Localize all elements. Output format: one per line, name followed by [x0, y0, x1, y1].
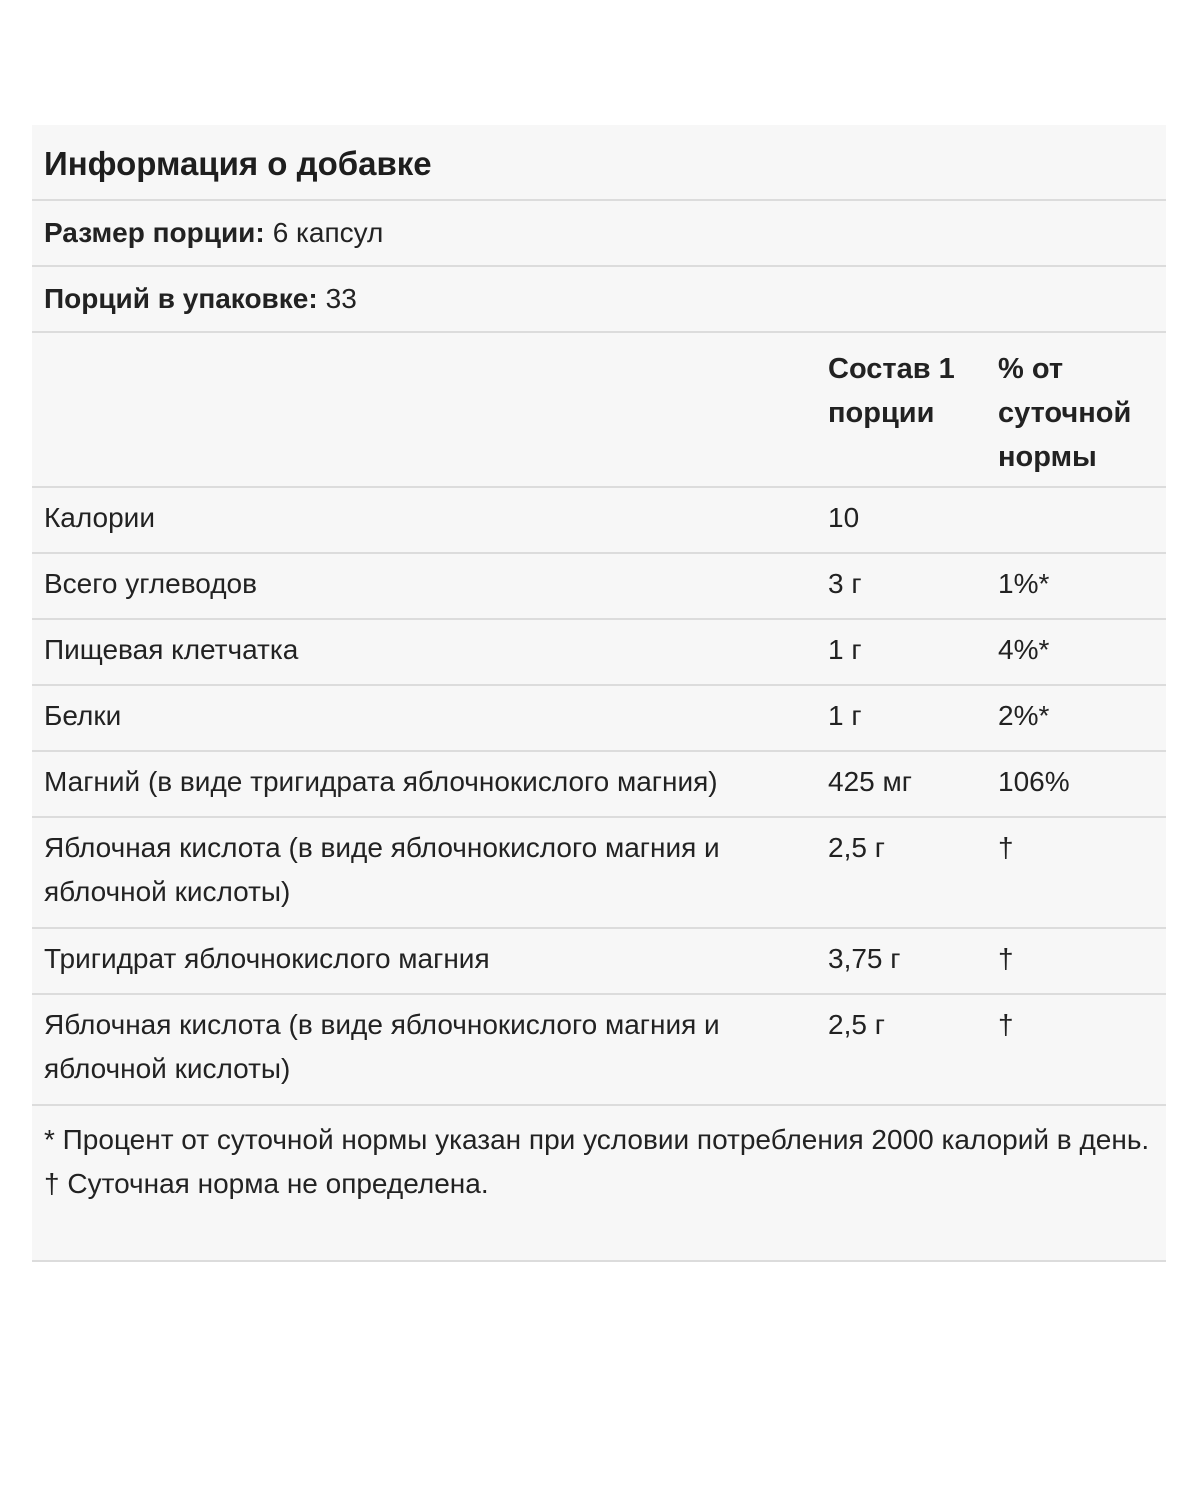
nutrient-amount: 3,75 г: [828, 943, 901, 974]
nutrient-amount: 2,5 г: [828, 832, 885, 863]
table-row: [32, 686, 1166, 752]
table-row: [32, 488, 1166, 554]
table-row: [32, 620, 1166, 686]
nutrient-daily-value: 106%: [998, 766, 1070, 797]
nutrient-amount: 1 г: [828, 634, 862, 665]
table-row: [32, 995, 1166, 1106]
nutrient-name: Яблочная кислота (в виде яблочнокислого магния и яблочной кислоты): [44, 832, 720, 907]
serving-size-label: Размер порции:: [44, 217, 265, 248]
supplement-facts-panel: [32, 125, 1166, 1262]
nutrient-daily-value: 1%*: [998, 568, 1050, 599]
nutrient-amount: 425 мг: [828, 766, 912, 797]
servings-per-container-label: Порций в упаковке:: [44, 283, 318, 314]
nutrient-daily-value: †: [998, 1009, 1014, 1040]
nutrient-name: Яблочная кислота (в виде яблочнокислого магния и яблочной кислоты): [44, 1009, 720, 1084]
table-row: [32, 554, 1166, 620]
dagger-footnote: † Суточная норма не определена.: [44, 1168, 489, 1199]
table-row: [32, 752, 1166, 818]
nutrient-daily-value: 4%*: [998, 634, 1050, 665]
nutrient-name: Магний (в виде тригидрата яблочнокислого магния): [44, 766, 718, 797]
nutrient-daily-value: †: [998, 832, 1014, 863]
table-row: [32, 929, 1166, 995]
header-daily-value: % от суточной нормы: [998, 353, 1132, 473]
nutrient-name: Тригидрат яблочнокислого магния: [44, 943, 490, 974]
nutrient-daily-value: 2%*: [998, 700, 1050, 731]
nutrient-amount: 1 г: [828, 700, 862, 731]
nutrient-amount: 3 г: [828, 568, 862, 599]
footnotes: [32, 1106, 1166, 1262]
nutrient-name: Пищевая клетчатка: [44, 634, 299, 665]
nutrient-amount: 2,5 г: [828, 1009, 885, 1040]
nutrient-name: Всего углеводов: [44, 568, 258, 599]
table-header-row: [32, 333, 1166, 488]
servings-per-container-value: 33: [325, 283, 357, 314]
table-row: [32, 818, 1166, 929]
nutrient-daily-value: †: [998, 943, 1014, 974]
panel-title: Информация о добавке: [32, 125, 1166, 201]
nutrient-amount: 10: [828, 502, 860, 533]
nutrient-name: Калории: [44, 502, 155, 533]
serving-size-row: [32, 201, 1166, 267]
header-amount: Состав 1 порции: [828, 353, 955, 429]
percent-footnote: * Процент от суточной нормы указан при условии потребления 2000 калорий в день.: [44, 1124, 1150, 1155]
serving-size-value: 6 капсул: [272, 217, 384, 248]
servings-per-container-row: [32, 267, 1166, 333]
nutrient-name: Белки: [44, 700, 122, 731]
